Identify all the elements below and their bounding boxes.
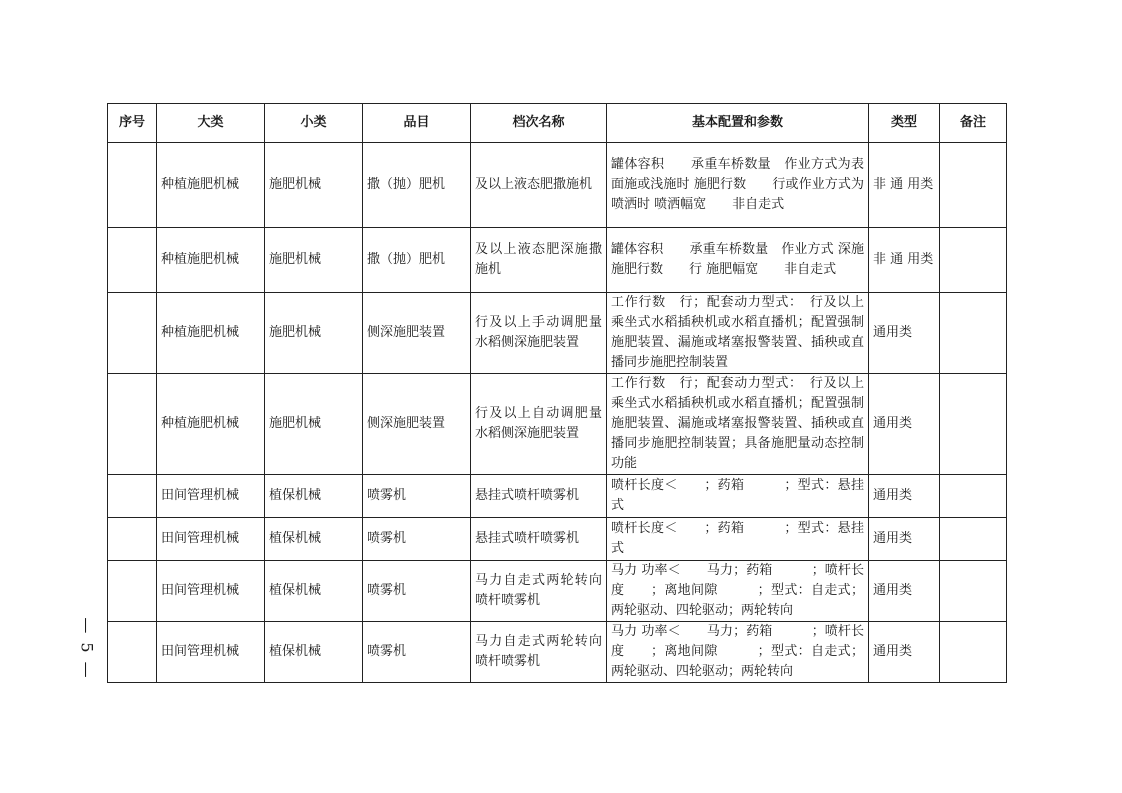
cell-item: 侧深施肥装置 (363, 374, 471, 475)
header-category: 大类 (157, 104, 265, 143)
cell-no (108, 561, 157, 622)
cell-params: 工作行数 行；配套动力型式： 行及以上乘坐式水稻插秧机或水稻直播机；配置强制施肥装置、漏施或堵塞报警装置、插秧或直播同步施肥控制装置 (607, 293, 869, 374)
cell-category: 种植施肥机械 (157, 293, 265, 374)
table-header-row (108, 104, 1007, 143)
cell-params: 喷杆长度＜ ；药箱 ；型式：悬挂式 (607, 475, 869, 518)
cell-subcategory: 植保机械 (265, 475, 363, 518)
cell-remark (940, 143, 1007, 228)
cell-grade: 及以上液态肥深施撒施机 (471, 228, 607, 293)
cell-type: 非 通 用类 (869, 228, 940, 293)
cell-type: 通用类 (869, 374, 940, 475)
equipment-table (107, 103, 1007, 683)
cell-category: 田间管理机械 (157, 561, 265, 622)
cell-type: 通用类 (869, 561, 940, 622)
cell-no (108, 143, 157, 228)
table-row (108, 293, 1007, 374)
header-grade: 档次名称 (471, 104, 607, 143)
cell-type: 非 通 用类 (869, 143, 940, 228)
cell-item: 喷雾机 (363, 622, 471, 683)
cell-category: 种植施肥机械 (157, 143, 265, 228)
table-row (108, 622, 1007, 683)
cell-remark (940, 518, 1007, 561)
cell-subcategory: 施肥机械 (265, 293, 363, 374)
cell-params: 罐体容积 承重车桥数量 作业方式为表面施或浅施时 施肥行数 行或作业方式为喷洒时 喷洒幅宽 非自走式 (607, 143, 869, 228)
header-type: 类型 (869, 104, 940, 143)
cell-grade: 悬挂式喷杆喷雾机 (471, 518, 607, 561)
cell-params: 喷杆长度＜ ；药箱 ；型式：悬挂式 (607, 518, 869, 561)
cell-remark (940, 622, 1007, 683)
cell-type: 通用类 (869, 475, 940, 518)
header-no: 序号 (108, 104, 157, 143)
cell-subcategory: 植保机械 (265, 518, 363, 561)
cell-item: 撒（抛）肥机 (363, 228, 471, 293)
header-item: 品目 (363, 104, 471, 143)
cell-item: 喷雾机 (363, 475, 471, 518)
cell-grade: 悬挂式喷杆喷雾机 (471, 475, 607, 518)
page-number-text: — 5 — (77, 616, 97, 680)
table-row (108, 475, 1007, 518)
cell-params: 工作行数 行；配套动力型式： 行及以上乘坐式水稻插秧机或水稻直播机；配置强制施肥装置、漏施或堵塞报警装置、插秧或直播同步施肥控制装置；具备施肥量动态控制功能 (607, 374, 869, 475)
header-params: 基本配置和参数 (607, 104, 869, 143)
cell-no (108, 475, 157, 518)
cell-grade: 及以上液态肥撒施机 (471, 143, 607, 228)
cell-remark (940, 475, 1007, 518)
cell-subcategory: 施肥机械 (265, 143, 363, 228)
cell-params: 马力 功率＜ 马力；药箱 ；喷杆长度 ；离地间隙 ；型式：自走式；两轮驱动、四轮驱动；两轮转向 (607, 622, 869, 683)
table-row (108, 374, 1007, 475)
cell-item: 喷雾机 (363, 561, 471, 622)
cell-subcategory: 植保机械 (265, 561, 363, 622)
cell-grade: 马力自走式两轮转向喷杆喷雾机 (471, 561, 607, 622)
cell-no (108, 518, 157, 561)
cell-params: 马力 功率＜ 马力；药箱 ；喷杆长度 ；离地间隙 ；型式：自走式；两轮驱动、四轮驱动；两轮转向 (607, 561, 869, 622)
cell-item: 喷雾机 (363, 518, 471, 561)
cell-no (108, 622, 157, 683)
cell-no (108, 293, 157, 374)
page-number (72, 612, 102, 684)
cell-category: 田间管理机械 (157, 518, 265, 561)
table-row (108, 228, 1007, 293)
cell-no (108, 374, 157, 475)
cell-subcategory: 植保机械 (265, 622, 363, 683)
cell-remark (940, 374, 1007, 475)
cell-subcategory: 施肥机械 (265, 228, 363, 293)
cell-remark (940, 228, 1007, 293)
cell-category: 种植施肥机械 (157, 374, 265, 475)
cell-remark (940, 293, 1007, 374)
cell-grade: 行及以上手动调肥量水稻侧深施肥装置 (471, 293, 607, 374)
cell-remark (940, 561, 1007, 622)
cell-item: 侧深施肥装置 (363, 293, 471, 374)
table-row (108, 561, 1007, 622)
cell-grade: 行及以上自动调肥量水稻侧深施肥装置 (471, 374, 607, 475)
cell-no (108, 228, 157, 293)
cell-type: 通用类 (869, 293, 940, 374)
table-row (108, 518, 1007, 561)
cell-category: 种植施肥机械 (157, 228, 265, 293)
cell-category: 田间管理机械 (157, 475, 265, 518)
cell-params: 罐体容积 承重车桥数量 作业方式 深施 施肥行数 行 施肥幅宽 非自走式 (607, 228, 869, 293)
cell-subcategory: 施肥机械 (265, 374, 363, 475)
table-row (108, 143, 1007, 228)
header-remark: 备注 (940, 104, 1007, 143)
cell-type: 通用类 (869, 518, 940, 561)
header-subcategory: 小类 (265, 104, 363, 143)
cell-grade: 马力自走式两轮转向喷杆喷雾机 (471, 622, 607, 683)
cell-category: 田间管理机械 (157, 622, 265, 683)
cell-item: 撒（抛）肥机 (363, 143, 471, 228)
cell-type: 通用类 (869, 622, 940, 683)
